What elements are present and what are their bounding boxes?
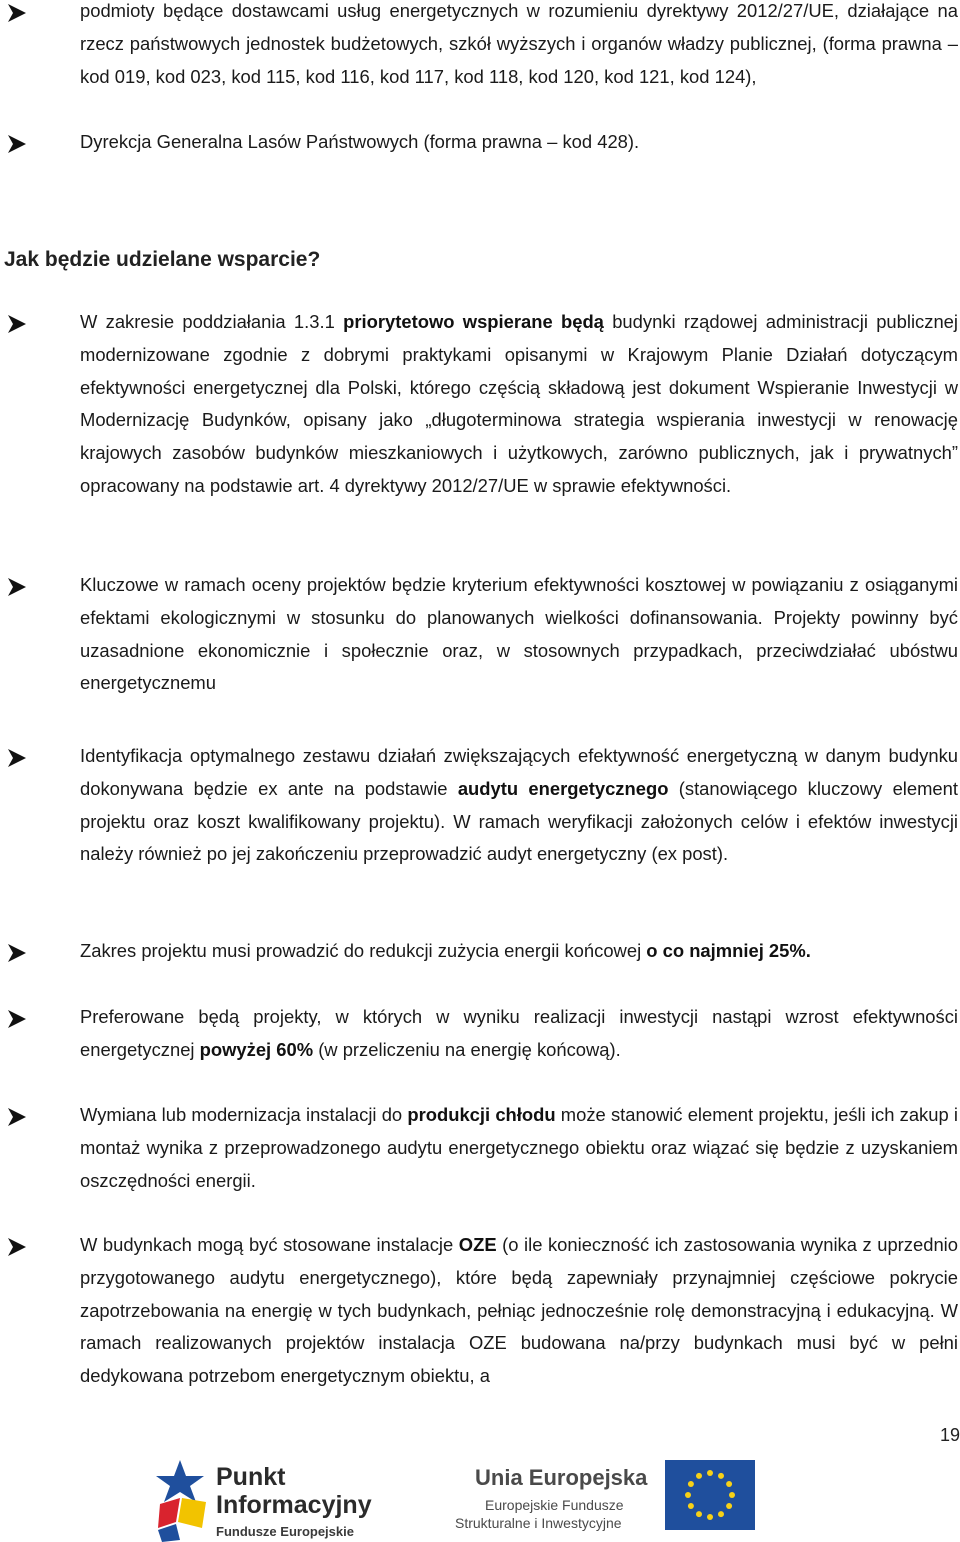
logo-line: Fundusze Europejskie: [216, 1524, 354, 1539]
text-span: Identyfikacja optymalnego zestawu działań zwiększających efektywność energetyczną w danym budynku dokonywana będzie ex ante na podstawie: [80, 745, 958, 799]
bullet-text: Dyrekcja Generalna Lasów Państwowych (forma prawna – kod 428).: [80, 131, 640, 152]
bullet-text: [80, 935, 958, 968]
arrow-bullet-icon: [6, 943, 28, 963]
text-span: W zakresie poddziałania 1.3.1: [80, 311, 344, 332]
arrow-bullet-icon: [6, 314, 28, 334]
text-span: (stanowiącego kluczowy element projektu oraz koszt kwalifikowany projektu). W ramach weryfikacji założonych celów i efektów inwestycji należy również po jej zakończeniu przeprowadzić audyt energetyczny (ex post).: [80, 777, 958, 865]
text-span: Zakres projektu musi prowadzić do redukcji zużycia energii końcowej: [80, 940, 647, 961]
arrow-bullet-icon: [6, 134, 28, 154]
eu-star-icon: [688, 1503, 694, 1509]
section-heading: Jak będzie udzielane wsparcie?: [4, 248, 321, 271]
bullet-text: [80, 306, 958, 503]
text-span: budynki rządowej administracji publicznej modernizowane zgodnie z dobrymi praktykami opisanymi w Krajowym Planie Działań dotyczącym efektywności energetycznej dla Polski, którego częścią składową jest dokument Wspieranie Inwestycji w Modernizację Budynków, opisany jako „długoterminowa strategia wspierania inwestycji w renowację krajowych zasobów budynków mieszkaniowych i użytkowych, zarówno publicznych, jak i prywatnych” opracowany na podstawie art. 4 dyrektywy 2012/27/UE w sprawie efektywności.: [80, 311, 958, 496]
bullet-text: podmioty będące dostawcami usług energetycznych w rozumieniu dyrektywy 2012/27/UE, działające na rzecz państwowych jednostek budżetowych, szkół wyższych i organów władzy publicznej, (forma prawna – kod 019, kod 023, kod 115, kod 116, kod 117, kod 118, kod 120, kod 121, kod 124),: [80, 0, 958, 87]
text-span: W budynkach mogą być stosowane instalacje: [80, 1234, 459, 1255]
eu-star-icon: [726, 1481, 732, 1487]
logo-line: Informacyjny: [216, 1491, 372, 1519]
arrow-bullet-icon: [6, 748, 28, 768]
bold-text: powyżej 60%: [199, 1038, 314, 1060]
arrow-bullet-icon: [6, 1237, 28, 1257]
eu-star-icon: [685, 1492, 691, 1498]
text-span: Kluczowe w ramach oceny projektów będzie kryterium efektywności kosztowej w powiązaniu z osiąganymi efektami ekologicznymi w stosunku do planowanych wielkości dofinansowania. Projekty powinny być uzasadnione ekonomicznie i społecznie oraz, w stosownych przypadkach, przeciwdziałać ubóstwu energetycznemu: [80, 574, 958, 694]
bullet-text: [80, 1229, 958, 1393]
eu-star-icon: [726, 1503, 732, 1509]
eu-star-icon: [729, 1492, 735, 1498]
arrow-bullet-icon: [6, 3, 28, 23]
eu-star-icon: [696, 1473, 702, 1479]
bullet-text: [80, 1001, 958, 1067]
bold-text: priorytetowo wspierane będą: [343, 311, 604, 332]
eu-star-icon: [718, 1473, 724, 1479]
bullet-text: [80, 1099, 958, 1197]
text-span: (o ile konieczność ich zastosowania wynika z uprzednio przygotowanego audytu energetycznego), które będą zapewniały przynajmniej częściowe pokrycie zapotrzebowania na energię w tych budynkach, pełniąc jednocześnie rolę demonstracyjną i edukacyjną. W ramach realizowanych projektów instalacja OZE budowana na/przy budynkach musi być w pełni dedykowana potrzebom energetycznym obiektu, a: [80, 1234, 959, 1387]
text-span: może stanowić element projektu, jeśli ich zakup i montaż wynika z przeprowadzonego audytu energetycznego obiektu oraz wiązać się będzie z uzyskaniem oszczędności energii.: [80, 1104, 958, 1191]
eu-star-icon: [718, 1511, 724, 1517]
arrow-bullet-icon: [6, 577, 28, 597]
logo-line: Punkt: [216, 1463, 286, 1491]
eu-star-icon: [707, 1470, 713, 1476]
eu-star-icon: [707, 1514, 713, 1520]
bold-text: produkcji chłodu: [407, 1104, 556, 1125]
text-span: Wymiana lub modernizacja instalacji do: [80, 1104, 408, 1125]
punkt-informacyjny-logo: [150, 1458, 380, 1542]
eu-flag-icon: [665, 1460, 755, 1530]
bullet-text: [80, 569, 958, 700]
text-span: (w przeliczeniu na energię końcową).: [313, 1038, 621, 1060]
arrow-bullet-icon: [6, 1107, 28, 1127]
arrow-bullet-icon: [6, 1009, 28, 1029]
star-emblem-icon: [150, 1458, 212, 1542]
bold-text: o co najmniej 25%.: [646, 940, 811, 961]
eu-star-icon: [696, 1511, 702, 1517]
eu-logo: [455, 1465, 755, 1535]
bold-text: OZE: [458, 1234, 497, 1255]
bullet-text: [80, 740, 958, 871]
text-span: Preferowane będą projekty, w których w wyniku realizacji inwestycji nastąpi wzrost efektywności energetycznej: [80, 1006, 958, 1060]
logo-line: Strukturalne i Inwestycyjne: [455, 1515, 622, 1531]
logo-line: Europejskie Fundusze: [485, 1497, 624, 1513]
page-number: 19: [939, 1425, 960, 1445]
footer-logos: [0, 1450, 960, 1541]
bold-text: audytu energetycznego: [457, 777, 669, 799]
logo-line: Unia Europejska: [475, 1465, 648, 1490]
eu-star-icon: [688, 1481, 694, 1487]
